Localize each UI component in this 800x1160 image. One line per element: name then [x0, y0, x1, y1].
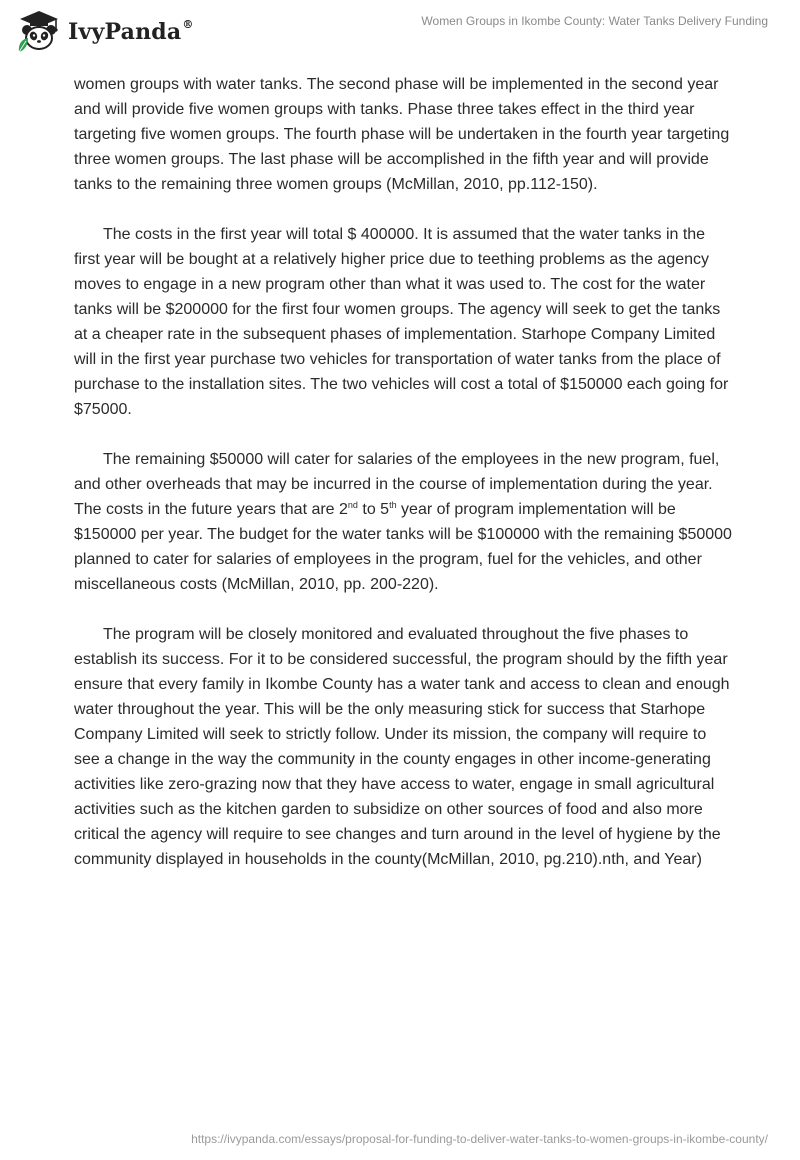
paragraph-3: The remaining $50000 will cater for salaries of the employees in the new program, fuel, and other overheads that may be incurred in the course of implementation during the year. The costs in the future years that are 2nd to 5th year of program implementation will be $150000 per year. The budget for the water tanks will be $100000 with the remaining $50000 planned to cater for salaries of employees in the program, fuel for the vehicles, and other miscellaneous costs (McMillan, 2010, pp. 200-220). — [74, 451, 732, 593]
paragraph-4: The program will be closely monitored and evaluated throughout the five phases to establish its success. For it to be considered successful, the program should by the fifth year ensure that every family in Ikombe County has a water tank and access to clean and enough water throughout the year. This will be the only measuring stick for success that Starhope Company Limited will seek to strictly follow. Under its mission, the company will require to see a change in the way the community in the county engages in other income-generating activities like zero-grazing now that they have access to water, engage in small agricultural activities such as the kitchen garden to subsidize on other sources of food and also more critical the agency will require to see changes and turn around in the level of hygiene by the community displayed in households in the county(McMillan, 2010, pg.210).nth, and Year) — [74, 626, 730, 868]
brand-logo[interactable] — [16, 8, 194, 54]
panda-graduate-icon — [16, 8, 62, 54]
brand-name: IvyPanda® — [68, 17, 194, 45]
document-title: Women Groups in Ikombe County: Water Tanks Delivery Funding — [421, 14, 768, 28]
source-url-link[interactable]: https://ivypanda.com/essays/proposal-for-funding-to-deliver-water-tanks-to-women-groups-in-ikombe-county/ — [191, 1132, 768, 1146]
page-header — [0, 0, 800, 60]
paragraph-1: women groups with water tanks. The second phase will be implemented in the second year and will provide five women groups with tanks. Phase three takes effect in the third year targeting five women groups. The fourth phase will be undertaken in the fourth year targeting three women groups. The last phase will be accomplished in the fifth year and will provide tanks to the remaining three women groups (McMillan, 2010, pp.112-150). — [74, 76, 730, 193]
essay-body — [74, 72, 734, 897]
paragraph-2: The costs in the first year will total $ 400000. It is assumed that the water tanks in the first year will be bought at a relatively higher price due to teething problems as the agency moves to engage in a new program other than what it was used to. The cost for the water tanks will be $200000 for the first four women groups. The agency will seek to get the tanks at a cheaper rate in the subsequent phases of implementation. Starhope Company Limited will in the first year purchase two vehicles for transportation of water tanks from the place of purchase to the installation sites. The two vehicles will cost a total of $150000 each going for $75000. — [74, 226, 729, 418]
